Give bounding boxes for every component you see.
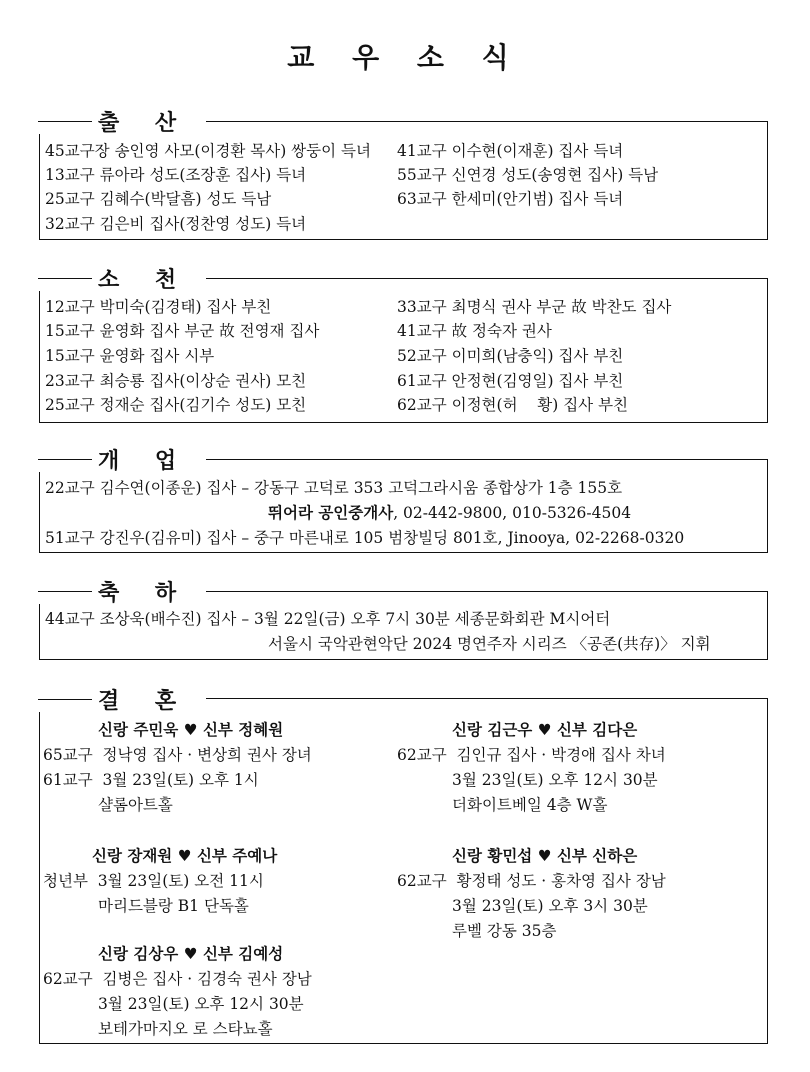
opening-line-2 [268,503,631,523]
wedding-heading: 결 혼 [38,686,206,712]
death-left-1: 12교구 박미숙(김경태) 집사 부친 [45,298,272,316]
wedding-4-couple: 신랑 황민섭 ♥ 신부 신하은 [452,846,638,865]
death-left-4: 23교구 최승룡 집사(이상순 권사) 모친 [45,372,307,390]
birth-left-4: 32교구 김은비 집사(정찬영 성도) 득녀 [45,215,307,233]
death-left-2: 15교구 윤영화 집사 부군 故 전영재 집사 [45,322,320,340]
wedding-2-family: 62교구 김인규 집사 · 박경애 집사 차녀 [397,746,666,764]
wedding-1-family: 65교구 정낙영 집사 · 변상희 권사 장녀 [43,746,312,764]
death-heading: 소 천 [38,265,206,291]
congrats-line-2: 서울시 국악관현악단 2024 명연주자 시리즈 〈공존(共存)〉 지휘 [268,635,711,653]
death-right-4: 61교구 안정현(김영일) 집사 부친 [397,372,624,390]
death-right-1: 33교구 최명식 권사 부군 故 박찬도 집사 [397,298,672,316]
congrats-line-1: 44교구 조상욱(배수진) 집사 – 3월 22일(금) 오후 7시 30분 세종문화회관 M시어터 [45,610,611,628]
congrats-heading: 축 하 [38,578,206,604]
wedding-4-venue: 루벨 강동 35층 [452,922,557,940]
wedding-5-time: 3월 23일(토) 오후 12시 30분 [98,995,304,1013]
wedding-2-time: 3월 23일(토) 오후 12시 30분 [452,771,658,789]
opening-line-1: 22교구 김수연(이종운) 집사 – 강동구 고덕로 353 고덕그라시움 종합상가 1층 155호 [45,479,623,497]
death-right-2: 41교구 故 정숙자 권사 [397,322,552,340]
wedding-4-time: 3월 23일(토) 오후 3시 30분 [452,897,648,915]
wedding-5-couple: 신랑 김상우 ♥ 신부 김예성 [98,944,284,963]
death-right-5: 62교구 이정현(허 황) 집사 부친 [397,396,629,414]
business-contact: , 02-442-9800, 010-5326-4504 [393,504,632,522]
wedding-3-couple: 신랑 장재원 ♥ 신부 주예나 [92,846,278,865]
wedding-2-couple: 신랑 김근우 ♥ 신부 김다은 [452,720,638,739]
death-left-5: 25교구 정재순 집사(김기수 성도) 모친 [45,396,307,414]
birth-right-3: 63교구 한세미(안기범) 집사 득녀 [397,190,624,208]
wedding-5-family: 62교구 김병은 집사 · 김경숙 권사 장남 [43,970,312,988]
business-name: 뛰어라 공인중개사 [268,503,394,522]
wedding-5-venue: 보테가마지오 로 스타뇨홀 [98,1020,273,1038]
birth-left-2: 13교구 류아라 성도(조장훈 집사) 득녀 [45,166,307,184]
wedding-3-venue: 마리드블랑 B1 단독홀 [98,897,249,915]
death-left-3: 15교구 윤영화 집사 시부 [45,347,215,365]
birth-left-1: 45교구장 송인영 사모(이경환 목사) 쌍둥이 득녀 [45,142,371,160]
wedding-2-venue: 더화이트베일 4층 W홀 [452,796,608,814]
wedding-3-time: 청년부 3월 23일(토) 오전 11시 [43,872,264,890]
wedding-1-time: 61교구 3월 23일(토) 오후 1시 [43,771,259,789]
death-right-3: 52교구 이미희(남충익) 집사 부친 [397,347,624,365]
opening-heading: 개 업 [38,446,206,472]
opening-line-3: 51교구 강진우(김유미) 집사 – 중구 마른내로 105 범창빌딩 801호, Jinooya, 02-2268-0320 [45,529,685,547]
wedding-1-venue: 샬롬아트홀 [98,796,173,814]
birth-left-3: 25교구 김혜수(박달흠) 성도 득남 [45,190,272,208]
page-title: 교 우 소 식 [287,41,523,74]
wedding-4-family: 62교구 황정태 성도 · 홍차영 집사 장남 [397,872,666,890]
birth-right-1: 41교구 이수현(이재훈) 집사 득녀 [397,142,624,160]
birth-right-2: 55교구 신연경 성도(송영현 집사) 득남 [397,166,659,184]
wedding-1-couple: 신랑 주민욱 ♥ 신부 정혜원 [98,720,284,739]
birth-heading: 출 산 [38,108,206,134]
